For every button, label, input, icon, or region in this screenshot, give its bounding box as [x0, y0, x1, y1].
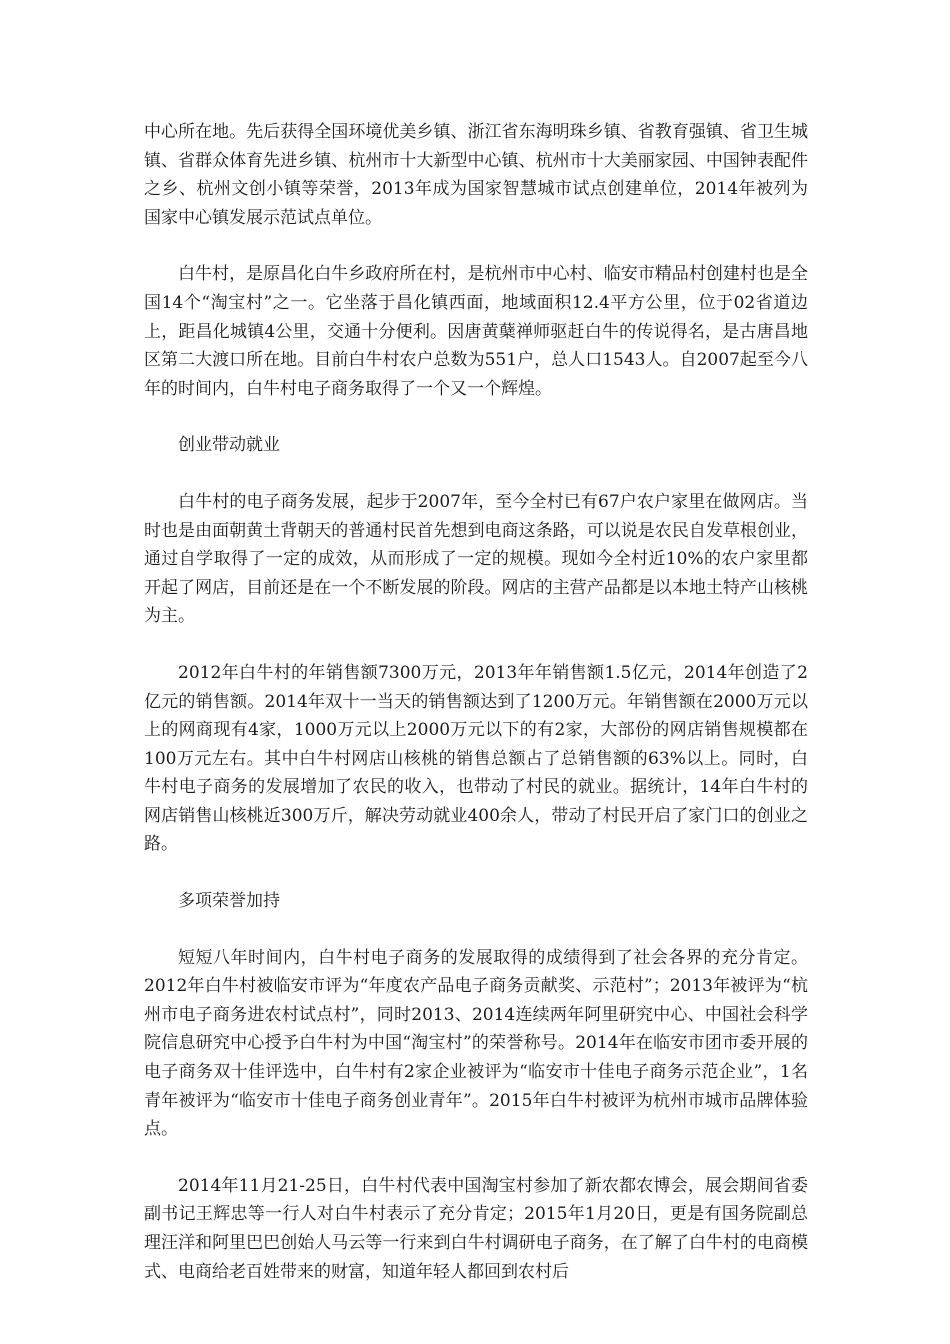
paragraph-official-visits: 2014年11月21-25日，白牛村代表中国淘宝村参加了新农都农博会，展会期间省委副书记王辉忠等一行人对白牛村表示了充分肯定；2015年1月20日，更是有国务院副总理汪洋和阿里巴巴创始人马云等一行来到白牛村调研电子商务，在了解了白牛村的电商模式、电商给老百姓带来的财富，知道年轻人都回到农村后 — [144, 1175, 808, 1282]
paragraph-sales-figures: 2012年白牛村的年销售额7300万元，2013年年销售额1.5亿元，2014年创造了2亿元的销售额。2014年双十一当天的销售额达到了1200万元。年销售额在2000万元以上的网商现有4家，1000万元以上2000万元以下的有2家，大部份的网店销售规模都在100万元左右。其中白牛村网店山核桃的销售总额占了总销售额的63%以上。同时，白牛村电子商务的发展增加了农民的收入，也带动了村民的就业。据统计，14年白牛村的网店销售山核桃近300万斤，解决劳动就业400余人，带动了村民开启了家门口的创业之路。 — [144, 662, 808, 855]
paragraph-honors-list: 短短八年时间内，白牛村电子商务的发展取得的成绩得到了社会各界的充分肯定。2012年白牛村被临安市评为“年度农产品电子商务贡献奖、示范村”；2013年被评为“杭州市电子商务进农村试点村”，同时2013、2014连续两年阿里研究中心、中国社会科学院信息研究中心授予白牛村为中国“淘宝村”的荣誉称号。2014年在临安市团市委开展的电子商务双十佳评选中，白牛村有2家企业被评为“临安市十佳电子商务示范企业”，1名青年被评为“临安市十佳电子商务创业青年”。2015年白牛村被评为杭州市城市品牌体验点。 — [144, 947, 808, 1140]
paragraph-gap — [144, 232, 808, 260]
document-page — [144, 118, 808, 1286]
paragraph-bainiu-intro: 白牛村，是原昌化白牛乡政府所在村，是杭州市中心村、临安市精品村创建村也是全国14个“淘宝村”之一。它坐落于昌化镇西面，地域面积12.4平方公里，位于02省道边上，距昌化城镇4公里，交通十分便利。因唐黄蘖禅师驱赶白牛的传说得名，是古唐昌地区第二大渡口所在地。目前白牛村农户总数为551户，总人口1543人。自2007起至今八年的时间内，白牛村电子商务取得了一个又一个辉煌。 — [144, 264, 808, 399]
section-heading-honors: 多项荣誉加持 — [178, 891, 280, 912]
paragraph-gap — [144, 631, 808, 659]
section-heading-entrepreneurship: 创业带动就业 — [178, 435, 280, 456]
paragraph-gap — [144, 859, 808, 887]
paragraph-ecommerce-start: 白牛村的电子商务发展，起步于2007年，至今全村已有67户农户家里在做网店。当时也是由面朝黄土背朝天的普通村民首先想到电商这条路，可以说是农民自发草根创业，通过自学取得了一定的成效，从而形成了一定的规模。现如今全村近10%的农户家里都开起了网店，目前还是在一个不断发展的阶段。网店的主营产品都是以本地土特产山核桃为主。 — [144, 491, 808, 627]
paragraph-town-honors: 中心所在地。先后获得全国环境优美乡镇、浙江省东海明珠乡镇、省教育强镇、省卫生城镇、省群众体育先进乡镇、杭州市十大新型中心镇、杭州市十大美丽家园、中国钟表配件之乡、杭州文创小镇等荣誉，2013年成为国家智慧城市试点创建单位，2014年被列为国家中心镇发展示范试点单位。 — [144, 122, 808, 228]
paragraph-gap — [144, 916, 808, 944]
paragraph-gap — [144, 1144, 808, 1172]
paragraph-gap — [144, 460, 808, 488]
paragraph-gap — [144, 403, 808, 431]
